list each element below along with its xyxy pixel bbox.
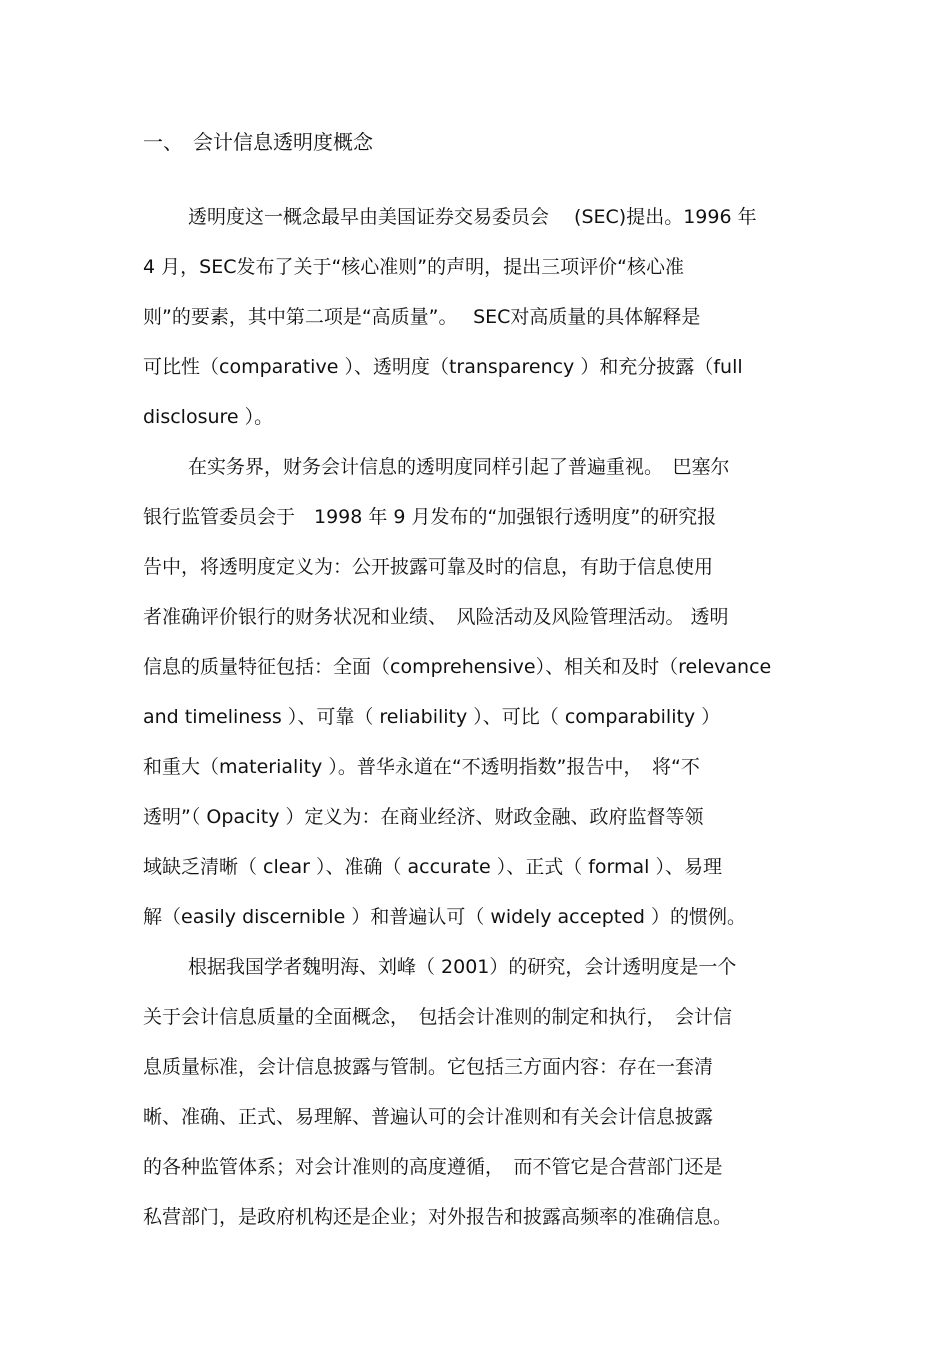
text-line: 根据我国学者魏明海、刘峰（ 2001）的研究，会计透明度是一个 [188, 956, 737, 978]
text-line: disclosure ）。 [143, 406, 274, 428]
text-line: 域缺乏清晰（ clear ）、准确（ accurate ）、正式（ formal ）、易理 [143, 856, 723, 878]
section-heading [143, 128, 373, 156]
text-line: 的各种监管体系；对会计准则的高度遵循， 而不管它是合营部门还是 [143, 1156, 723, 1178]
text-line: 透明度这一概念最早由美国证券交易委员会 (SEC)提出。1996 年 [188, 206, 757, 228]
text-line: 晰、准确、正式、易理解、普遍认可的会计准则和有关会计信息披露 [143, 1106, 714, 1128]
text-line: 在实务界，财务会计信息的透明度同样引起了普遍重视。 巴塞尔 [188, 456, 730, 478]
text-line: 银行监管委员会于 1998 年 9 月发布的“加强银行透明度”的研究报 [143, 506, 717, 528]
text-line: 者准确评价银行的财务状况和业绩、 风险活动及风险管理活动。 透明 [143, 606, 729, 628]
text-line: 信息的质量特征包括：全面（comprehensive）、相关和及时（relevance [143, 656, 772, 678]
text-line: 4 月，SEC发布了关于“核心准则”的声明，提出三项评价“核心准 [143, 256, 684, 278]
text-line: 则”的要素，其中第二项是“高质量”。 SEC对高质量的具体解释是 [143, 306, 701, 328]
text-line: and timeliness ）、可靠（ reliability ）、可比（ comparability ） [143, 706, 721, 728]
text-line: 私营部门，是政府机构还是企业；对外报告和披露高频率的准确信息。 [143, 1206, 733, 1228]
text-line: 关于会计信息质量的全面概念， 包括会计准则的制定和执行， 会计信 [143, 1006, 733, 1028]
text-line: 告中，将透明度定义为：公开披露可靠及时的信息，有助于信息使用 [143, 556, 714, 578]
text-line: 透明”（ Opacity ）定义为：在商业经济、财政金融、政府监督等领 [143, 806, 704, 828]
section-number: 一、 [143, 130, 183, 154]
text-line: 息质量标准，会计信息披露与管制。它包括三方面内容：存在一套清 [143, 1056, 714, 1078]
text-line: 可比性（comparative ）、透明度（transparency ）和充分披露（full [143, 356, 743, 378]
section-title: 会计信息透明度概念 [193, 130, 373, 154]
text-line: 解（easily discernible ）和普遍认可（ widely accepted ）的惯例。 [143, 906, 747, 928]
text-line: 和重大（materiality ）。普华永道在“不透明指数”报告中， 将“不 [143, 756, 700, 778]
